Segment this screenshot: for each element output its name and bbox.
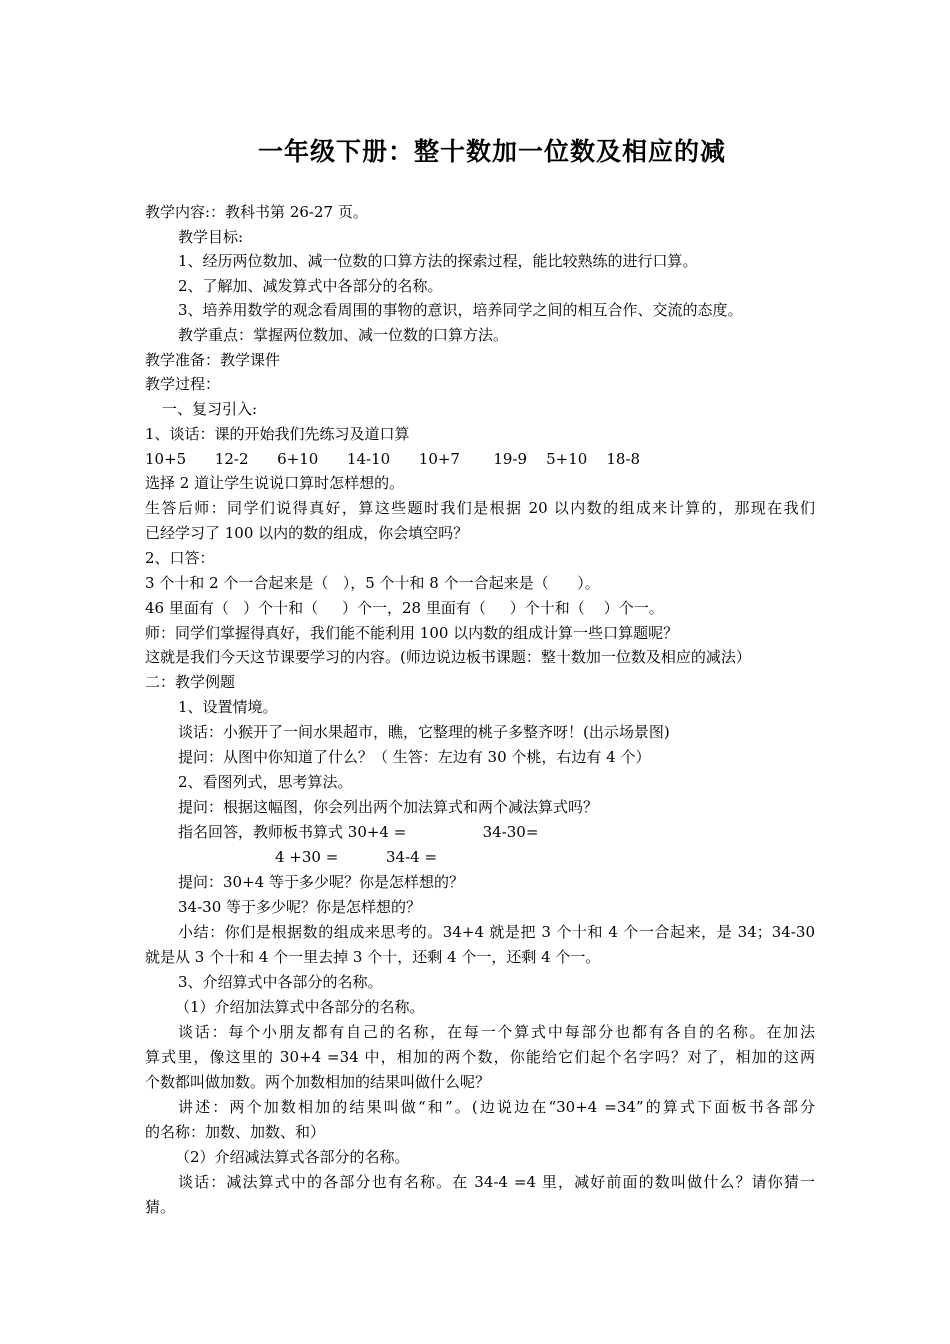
paragraph-line: 教学过程： — [145, 375, 221, 393]
document-title: 一年级下册：整十数加一位数及相应的减 — [258, 137, 727, 166]
paragraph-line: 这就是我们今天这节课要学习的内容。(师边说边板书课题：整十数加一位数及相应的减法） — [145, 648, 751, 666]
paragraph-line: 谈话：小猴开了一间水果超市，瞧，它整理的桃子多整齐呀！(出示场景图) — [178, 723, 670, 741]
paragraph-line: 讲述：两个加数相加的结果叫做“和”。(边说边在“30+4 =34”的算式下面板书各部分 — [178, 1098, 815, 1116]
paragraph-line: 教学准备：教学课件 — [145, 351, 281, 369]
paragraph-line: 2、了解加、减发算式中各部分的名称。 — [178, 277, 443, 295]
paragraph-line: 1、谈话：课的开始我们先练习及道口算 — [145, 425, 410, 443]
paragraph-line: 3、介绍算式中各部分的名称。 — [178, 973, 383, 991]
paragraph-line: 已经学习了 100 以内的数的组成，你会填空吗？ — [145, 524, 469, 542]
paragraph-line: 算式里，像这里的 30+4 =34 中，相加的两个数，你能给它们起个名字吗？对了，相加的这两 — [145, 1048, 815, 1066]
paragraph-line: 2、口答： — [145, 549, 215, 567]
paragraph-line: 提问：根据这幅图，你会列出两个加法算式和两个减法算式吗？ — [178, 798, 599, 816]
paragraph-line: 34-30 等于多少呢？你是怎样想的？ — [178, 898, 422, 916]
paragraph-line: 2、看图列式，思考算法。 — [178, 773, 353, 791]
paragraph-line: 个数都叫做加数。两个加数相加的结果叫做什么呢？ — [145, 1073, 491, 1091]
paragraph-line: 选择 2 道让学生说说口算时怎样想的。 — [145, 474, 405, 492]
paragraph-line: 师：同学们掌握得真好，我们能不能利用 100 以内数的组成计算一些口算题呢？ — [145, 624, 679, 642]
paragraph-line: 3、培养用数学的观念看周围的事物的意识，培养同学之间的相互合作、交流的态度。 — [178, 301, 743, 319]
paragraph-line: 小结：你们是根据数的组成来思考的。34+4 就是把 3 个十和 4 个一合起来，是 34；34-30 — [178, 923, 815, 941]
paragraph-line: 的名称：加数、加数、和） — [145, 1123, 326, 1141]
fill-blank-line: 3 个十和 2 个一合起来是（ ），5 个十和 8 个一合起来是（ ）。 — [145, 574, 600, 592]
section-heading: 二：教学例题 — [145, 673, 236, 691]
paragraph-line: （1）介绍加法算式中各部分的名称。 — [175, 998, 425, 1016]
paragraph-line: 1、设置情境。 — [178, 698, 278, 716]
fill-blank-line: 46 里面有（ ）个十和（ ）个一，28 里面有（ ）个十和（ ）个一。 — [145, 599, 664, 617]
paragraph-line: （2）介绍减法算式各部分的名称。 — [175, 1148, 410, 1166]
paragraph-line: 教学重点：掌握两位数加、减一位数的口算方法。 — [178, 326, 509, 344]
equation-line: 指名回答，教师板书算式 30+4 = 34-30= — [178, 823, 539, 841]
section-heading: 一、复习引入: — [162, 400, 258, 418]
paragraph-line: 猜。 — [145, 1198, 176, 1216]
paragraph-line: 谈话：减法算式中的各部分也有名称。在 34-4 =4 里，减好前面的数叫做什么？请你猜一 — [178, 1173, 815, 1191]
paragraph-line: 教学内容:：教科书第 26-27 页。 — [145, 203, 368, 221]
paragraph-line: 就是从 3 个十和 4 个一里去掉 3 个十，还剩 4 个一，还剩 4 个一。 — [145, 948, 601, 966]
paragraph-line: 提问：30+4 等于多少呢？你是怎样想的？ — [178, 873, 464, 891]
equation-line: 4 +30 = 34-4 = — [275, 848, 438, 866]
paragraph-line: 1、经历两位数加、减一位数的口算方法的探索过程，能比较熟练的进行口算。 — [178, 252, 698, 270]
paragraph-line: 生答后师：同学们说得真好，算这些题时我们是根据 20 以内数的组成来计算的，那现在我们 — [145, 499, 815, 517]
paragraph-line: 谈话：每个小朋友都有自己的名称，在每一个算式中每部分也都有各自的名称。在加法 — [178, 1023, 815, 1041]
arithmetic-row: 10+5 12-2 6+10 14-10 10+7 19-9 5+10 18-8 — [145, 450, 641, 468]
paragraph-line: 教学目标: — [178, 228, 244, 246]
paragraph-line: 提问：从图中你知道了什么？（ 生答：左边有 30 个桃，右边有 4 个） — [178, 748, 651, 766]
